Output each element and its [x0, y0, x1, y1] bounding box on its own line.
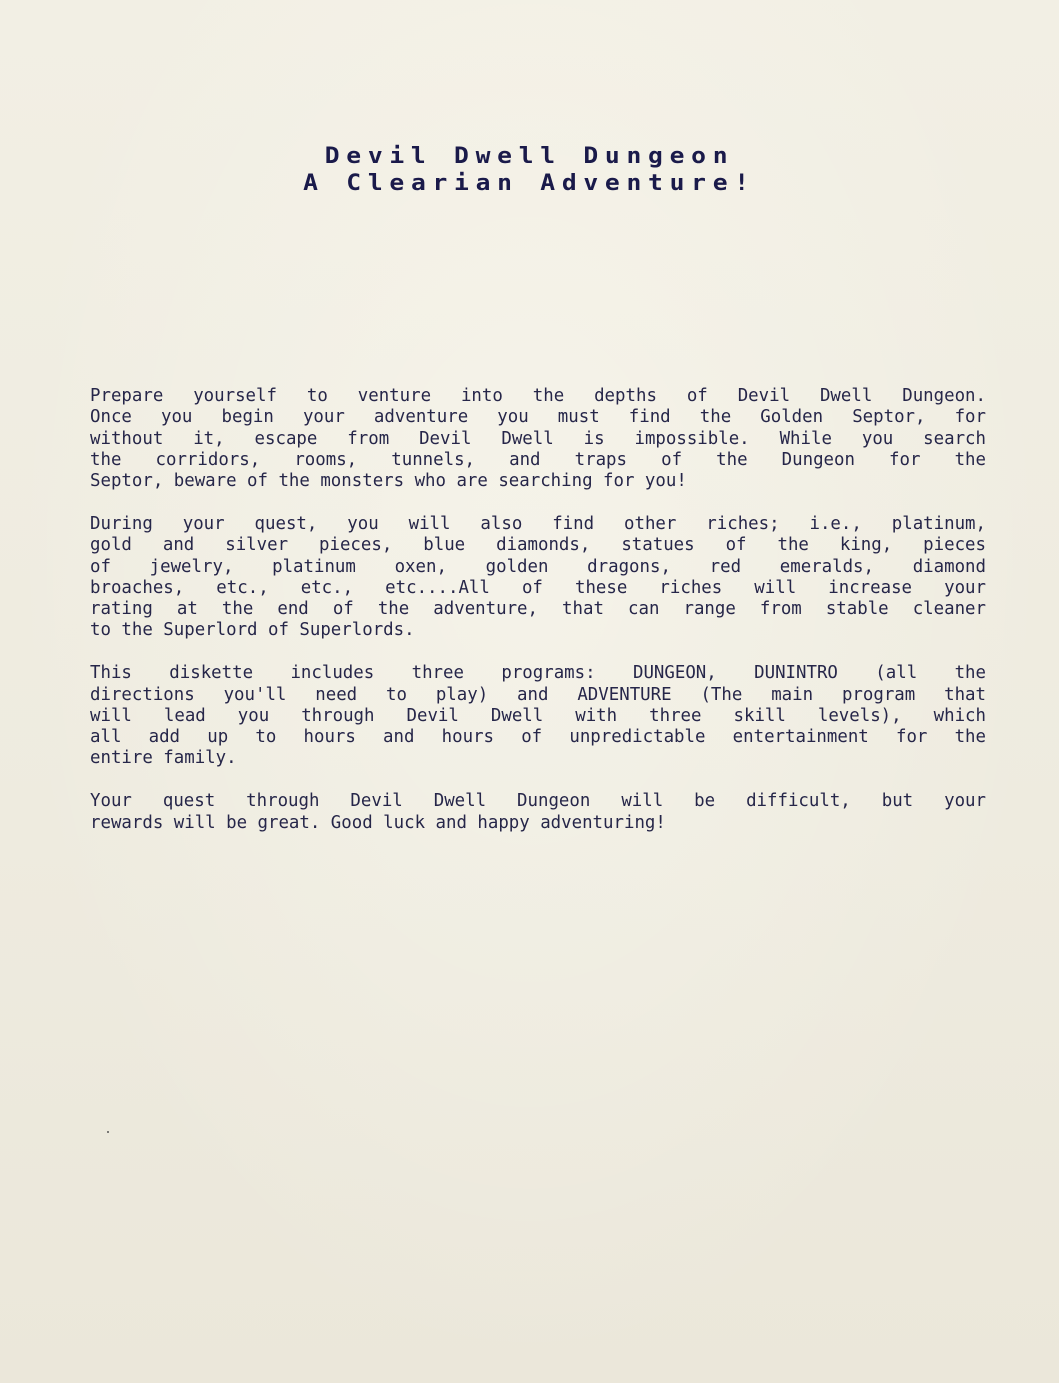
text-line: rewards will be great. Good luck and happy adventuring! [90, 812, 666, 833]
paragraph-programs [90, 663, 986, 769]
text-line: will lead you through Devil Dwell with three skill levels), which [90, 705, 986, 726]
paragraph-intro [90, 386, 986, 492]
text-line: Septor, beware of the monsters who are searching for you! [90, 471, 687, 492]
text-line: the corridors, rooms, tunnels, and traps of the Dungeon for the [90, 449, 986, 470]
text-line: rating at the end of the adventure, that can range from stable cleaner [90, 599, 986, 620]
text-line: Prepare yourself to venture into the depths of Devil Dwell Dungeon. [90, 386, 986, 406]
text-line: This diskette includes three programs: DUNGEON, DUNINTRO (all the [90, 663, 986, 684]
text-line: Once you begin your adventure you must find the Golden Septor, for [90, 407, 986, 428]
title-line-1: Devil Dwell Dungeon [324, 144, 735, 169]
text-line: of jewelry, platinum oxen, golden dragons, red emeralds, diamond [90, 556, 986, 577]
text-line: During your quest, you will also find other riches; i.e., platinum, [90, 513, 986, 534]
paragraph-closing [90, 791, 986, 834]
text-line: entire family. [90, 748, 237, 769]
title-line-2: A Clearian Adventure! [303, 171, 756, 196]
text-line: directions you'll need to play) and ADVENTURE (The main program that [90, 684, 986, 705]
text-line: to the Superlord of Superlords. [90, 620, 415, 641]
text-line: all add up to hours and hours of unpredictable entertainment for the [90, 727, 986, 748]
text-line: without it, escape from Devil Dwell is impossible. While you search [90, 428, 986, 449]
text-line: broaches, etc., etc., etc....All of these riches will increase your [90, 577, 986, 598]
text-line: Your quest through Devil Dwell Dungeon will be difficult, but your [90, 791, 986, 812]
document-title [0, 143, 1059, 197]
document-body [90, 386, 986, 855]
paragraph-riches [90, 514, 986, 642]
text-line: gold and silver pieces, blue diamonds, statues of the king, pieces [90, 535, 986, 556]
paper-speck [107, 1131, 109, 1133]
